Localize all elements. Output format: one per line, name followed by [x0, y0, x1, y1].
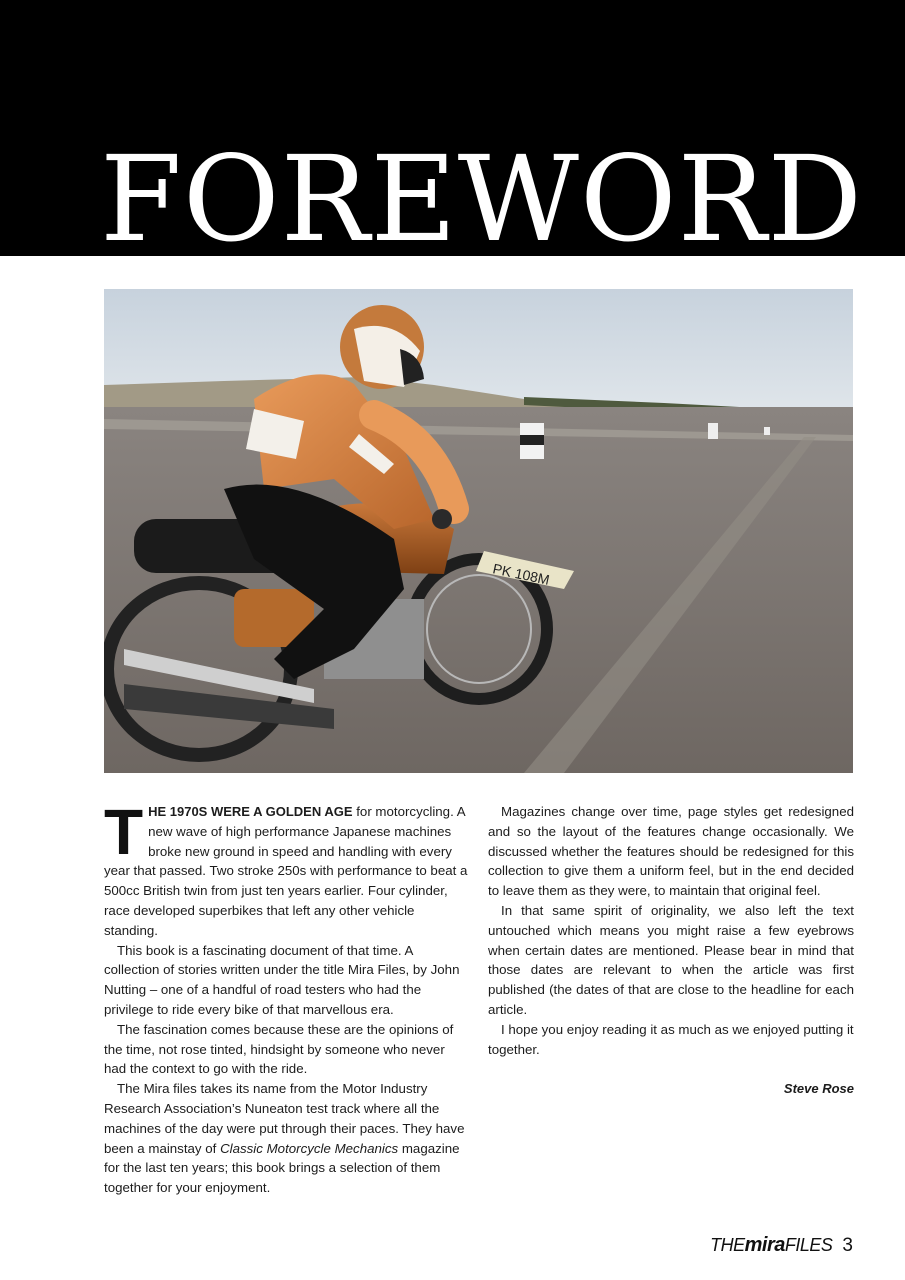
page-number: 3: [842, 1235, 853, 1256]
drop-cap: T: [104, 796, 144, 868]
page-title: FOREWORD: [100, 130, 864, 268]
paragraph: The fascination comes because these are the opinions of the time, not rose tinted, hindsight by someone who never had the context to go with the ride.: [104, 1021, 454, 1077]
paragraph: This book is a fascinating document of that time. A collection of stories written under the title Mira Files, by John Nutting – one of a handful of road testers who had the privilege to ride every bike of that marvellous era.: [104, 942, 460, 1017]
paragraph-mira-origin: [104, 1079, 470, 1198]
magazine-title: Classic Motorcycle Mechanics: [220, 1140, 399, 1156]
paragraph-intro: [104, 796, 470, 941]
intro-text: for motorcycling. A new wave of high performance Japanese machines broke new ground in speed and handling with every year that passed. Two stroke 250s with performance to beat a 500cc British twin from just ten years earlier. Four cylinder, race developed superbikes that left any other vehicle standing.: [104, 804, 468, 938]
logo-files: FILES: [784, 1235, 833, 1255]
logo-mira: mira: [744, 1234, 785, 1256]
paragraph: Magazines change over time, page styles get redesigned and so the layout of the features change occasionally. We discussed whether the features should be redesigned for this collection to give them a uniform feel, but in the end decided to leave them as they were, to maintain that original feel.: [488, 804, 854, 899]
article-column-right: [488, 802, 854, 1099]
lead-in: HE 1970S WERE A GOLDEN AGE: [148, 804, 353, 819]
number-plate: PK 108M: [491, 560, 552, 588]
paragraph: In that same spirit of originality, we also left the text untouched which means you might raise a few eyebrows when certain dates are mentioned. Please bear in mind that those dates are relevant to when the article was first published (the dates of that are close to the headline for each article.: [488, 902, 854, 1017]
page-footer: [710, 1234, 853, 1257]
logo-the: THE: [710, 1235, 745, 1255]
motorcycle-photo: [104, 289, 853, 773]
paragraph-text: magazine for the last ten years; this book brings a selection of them together for your enjoyment.: [104, 1140, 460, 1196]
paragraph-text: The Mira files takes its name from the Motor Industry Research Association’s Nuneaton test track where all the machines of the day were put through their paces. They have been a mainstay of: [104, 1081, 465, 1156]
paragraph: I hope you enjoy reading it as much as we enjoyed putting it together.: [488, 1021, 854, 1057]
author-signature: Steve Rose: [783, 1081, 854, 1097]
publication-logo: [710, 1234, 832, 1257]
article-column-left: [104, 796, 470, 1198]
